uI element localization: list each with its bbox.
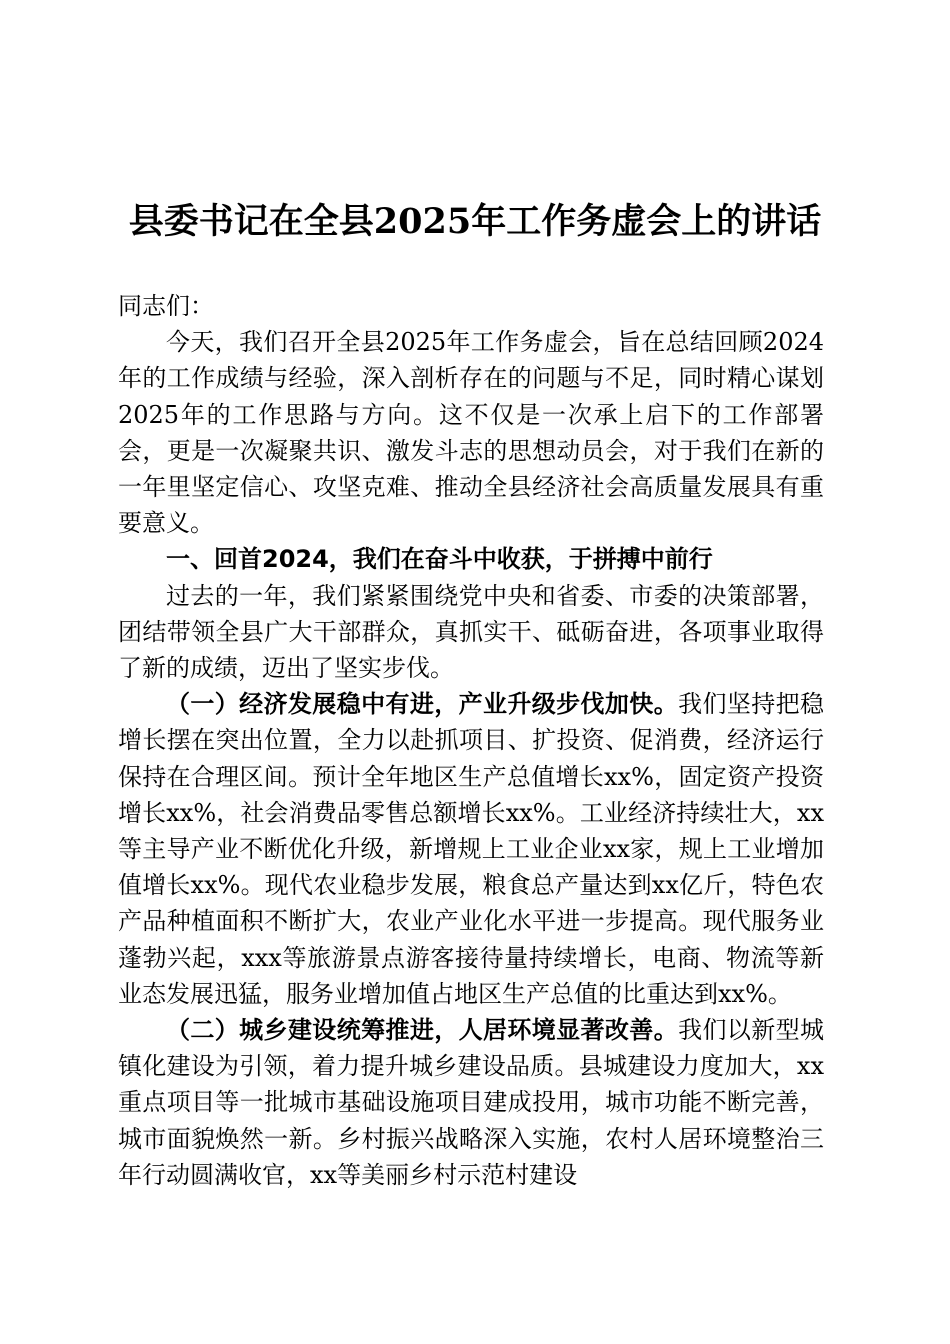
subsection-1-paragraph <box>118 686 824 1012</box>
subsection-1-heading: （一）经济发展稳中有进，产业升级步伐加快。 <box>166 689 679 719</box>
subsection-1-text: 我们坚持把稳增长摆在突出位置，全力以赴抓项目、扩投资、促消费，经济运行保持在合理区间。预计全年地区生产总值增长xx%，固定资产投资增长xx%，社会消费品零售总额增长xx%。工业经济持续壮大，xx等主导产业不断优化升级，新增规上工业企业xx家，规上工业增加值增长xx%。现代农业稳步发展，粮食总产量达到xx亿斤，特色农产品种植面积不断扩大，农业产业化水平进一步提高。现代服务业蓬勃兴起，xxx等旅游景点游客接待量持续增长，电商、物流等新业态发展迅猛，服务业增加值占地区生产总值的比重达到xx%。 <box>118 690 825 1008</box>
section-1-intro-paragraph: 过去的一年，我们紧紧围绕党中央和省委、市委的决策部署，团结带领全县广大干部群众，真抓实干、砥砺奋进，各项事业取得了新的成绩，迈出了坚实步伐。 <box>118 581 824 683</box>
document-body <box>118 288 824 1193</box>
subsection-2-text: 我们以新型城镇化建设为引领，着力提升城乡建设品质。县城建设力度加大，xx重点项目等一批城市基础设施项目建成投用，城市功能不断完善，城市面貌焕然一新。乡村振兴战略深入实施，农村人居环境整治三年行动圆满收官，xx等美丽乡村示范村建设 <box>118 1016 825 1189</box>
salutation: 同志们： <box>118 292 214 320</box>
subsection-2-paragraph <box>118 1012 824 1193</box>
subsection-2-heading: （二）城乡建设统筹推进，人居环境显著改善。 <box>166 1015 679 1045</box>
document-title: 县委书记在全县2025年工作务虚会上的讲话 <box>128 201 822 242</box>
section-1-heading: 一、回首2024，我们在奋斗中收获，于拼搏中前行 <box>166 545 713 574</box>
intro-paragraph: 今天，我们召开全县2025年工作务虚会，旨在总结回顾2024年的工作成绩与经验，深入剖析存在的问题与不足，同时精心谋划2025年的工作思路与方向。这不仅是一次承上启下的工作部署会，更是一次凝聚共识、激发斗志的思想动员会，对于我们在新的一年里坚定信心、攻坚克难、推动全县经济社会高质量发展具有重要意义。 <box>118 328 824 538</box>
